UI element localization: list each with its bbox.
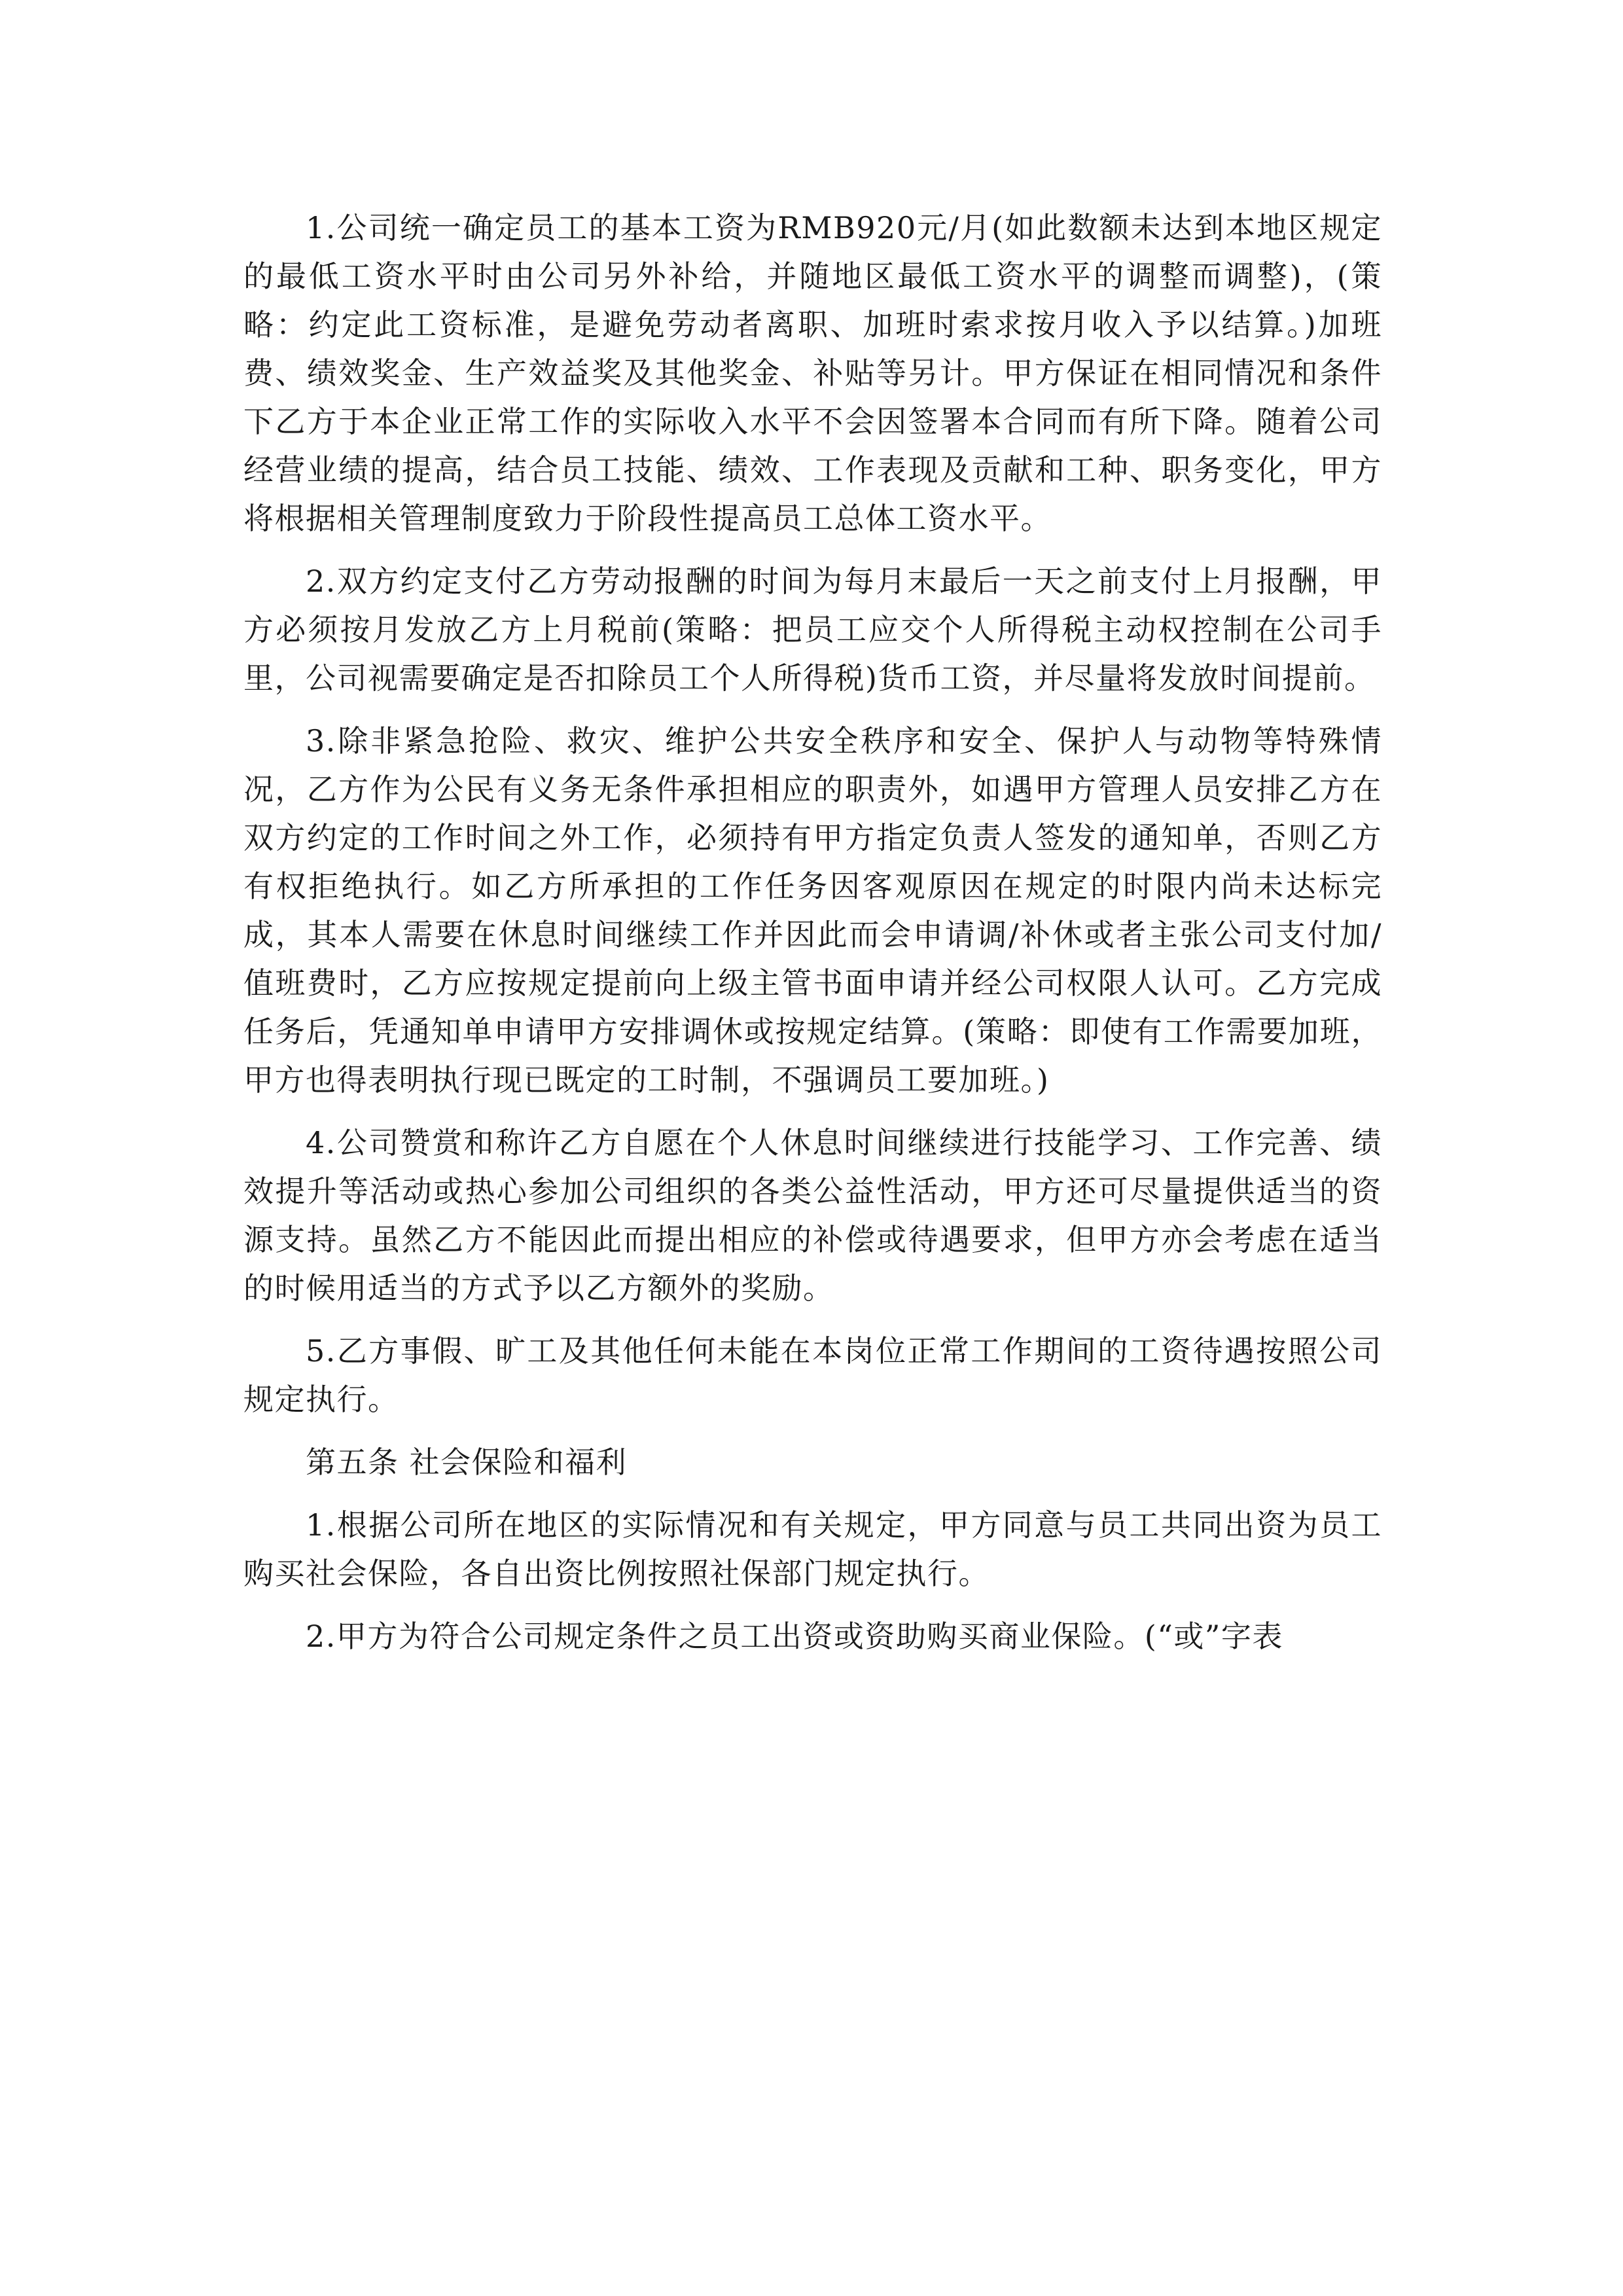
section-heading: 第五条 社会保险和福利 bbox=[306, 1444, 628, 1480]
clause-paragraph-5: 5.乙方事假、旷工及其他任何未能在本岗位正常工作期间的工资待遇按照公司规定执行。 bbox=[243, 1333, 1382, 1417]
insurance-paragraph-2: 2.甲方为符合公司规定条件之员工出资或资助购买商业保险。(“或”字表 bbox=[306, 1619, 1283, 1654]
clause-paragraph-2: 2.双方约定支付乙方劳动报酬的时间为每月末最后一天之前支付上月报酬，甲方必须按月发放乙方上月税前(策略：把员工应交个人所得税主动权控制在公司手里，公司视需要确定是否扣除员工个人所得税)货币工资，并尽量将发放时间提前。 bbox=[243, 564, 1382, 696]
clause-paragraph-1: 1.公司统一确定员工的基本工资为RMB920元/月(如此数额未达到本地区规定的最低工资水平时由公司另外补给，并随地区最低工资水平的调整而调整)，(策略：约定此工资标准，是避免劳动者离职、加班时索求按月收入予以结算。)加班费、绩效奖金、生产效益奖及其他奖金、补贴等另计。甲方保证在相同情况和条件下乙方于本企业正常工作的实际收入水平不会因签署本合同而有所下降。随着公司经营业绩的提高，结合员工技能、绩效、工作表现及贡献和工种、职务变化，甲方将根据相关管理制度致力于阶段性提高员工总体工资水平。 bbox=[243, 210, 1382, 536]
clause-paragraph-3: 3.除非紧急抢险、救灾、维护公共安全秩序和安全、保护人与动物等特殊情况，乙方作为公民有义务无条件承担相应的职责外，如遇甲方管理人员安排乙方在双方约定的工作时间之外工作，必须持有甲方指定负责人签发的通知单，否则乙方有权拒绝执行。如乙方所承担的工作任务因客观原因在规定的时限内尚未达标完成，其本人需要在休息时间继续工作并因此而会申请调/补休或者主张公司支付加/值班费时，乙方应按规定提前向上级主管书面申请并经公司权限人认可。乙方完成任务后，凭通知单申请甲方安排调休或按规定结算。(策略：即使有工作需要加班，甲方也得表明执行现已既定的工时制，不强调员工要加班。) bbox=[243, 723, 1382, 1098]
clause-paragraph-4: 4.公司赞赏和称许乙方自愿在个人休息时间继续进行技能学习、工作完善、绩效提升等活动或热心参加公司组织的各类公益性活动，甲方还可尽量提供适当的资源支持。虽然乙方不能因此而提出相应的补偿或待遇要求，但甲方亦会考虑在适当的时候用适当的方式予以乙方额外的奖励。 bbox=[243, 1125, 1382, 1306]
insurance-paragraph-1: 1.根据公司所在地区的实际情况和有关规定，甲方同意与员工共同出资为员工购买社会保险，各自出资比例按照社保部门规定执行。 bbox=[243, 1507, 1382, 1591]
contract-body bbox=[243, 204, 1382, 1675]
